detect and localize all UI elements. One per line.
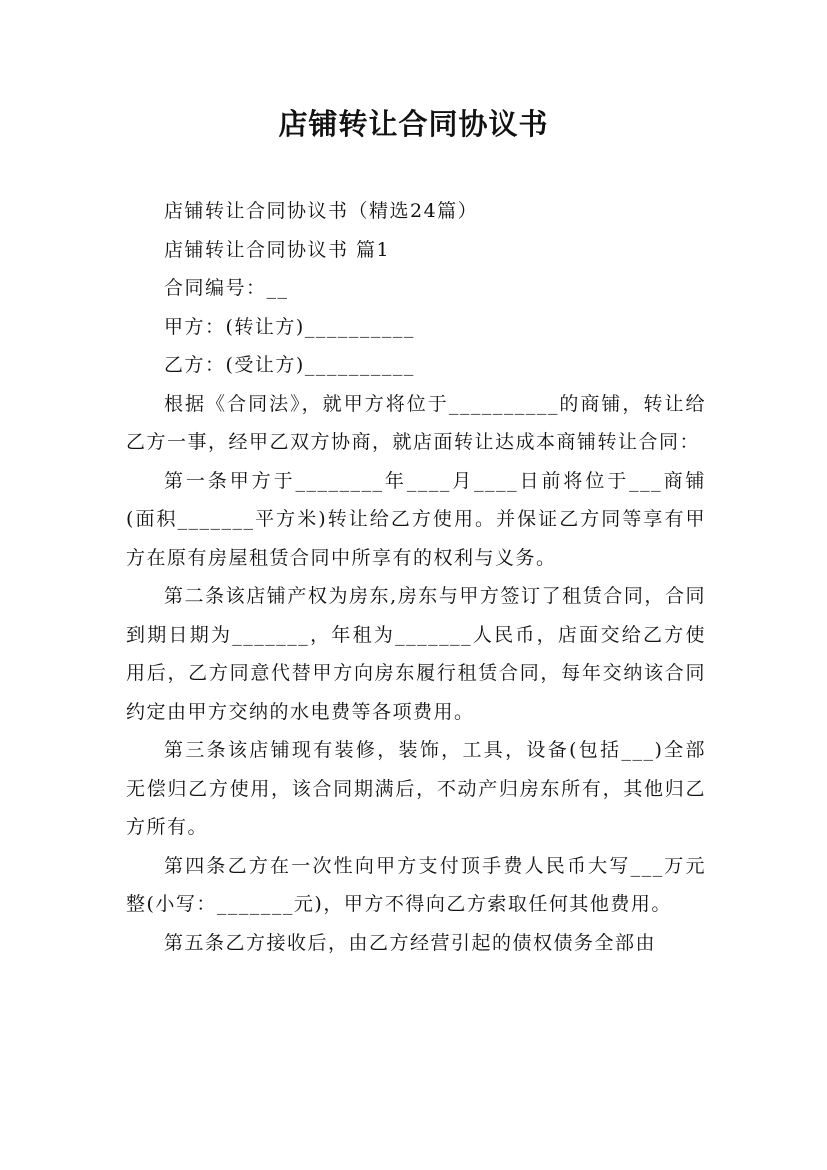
subtitle-paragraph: 店铺转让合同协议书（精选24篇） <box>164 200 479 222</box>
party-b-line: 乙方：(受让方)__________ <box>164 354 415 376</box>
document-title: 店铺转让合同协议书 <box>278 107 549 141</box>
clause-1-paragraph: 第一条甲方于________年____月____日前将位于___商铺(面积_______平方米)转让给乙方使用。并保证乙方同等享有甲方在原有房屋租赁合同中所享有的权利与义务。 <box>126 469 706 569</box>
document-body <box>126 192 706 962</box>
party-a-line: 甲方：(转让方)__________ <box>164 315 415 338</box>
clause-4-paragraph: 第四条乙方在一次性向甲方支付顶手费人民币大写___万元整(小写：_______元)，甲方不得向乙方索取任何其他费用。 <box>126 854 706 915</box>
preamble-paragraph: 根据《合同法》，就甲方将位于__________的商铺，转让给乙方一事，经甲乙双方协商，就店面转让达成本商铺转让合同： <box>126 392 706 453</box>
section-heading: 店铺转让合同协议书 篇1 <box>164 238 391 261</box>
contract-number-line: 合同编号：__ <box>164 277 289 299</box>
clause-2-paragraph: 第二条该店铺产权为房东,房东与甲方签订了租赁合同，合同到期日期为_______，年租为_______人民币，店面交给乙方使用后，乙方同意代替甲方向房东履行租赁合同，每年交纳该合同约定由甲方交纳的水电费等各项费用。 <box>126 585 706 723</box>
clause-3-paragraph: 第三条该店铺现有装修，装饰，工具，设备(包括___)全部无偿归乙方使用，该合同期满后，不动产归房东所有，其他归乙方所有。 <box>126 739 706 838</box>
clause-5-paragraph: 第五条乙方接收后，由乙方经营引起的债权债务全部由 <box>164 931 657 954</box>
